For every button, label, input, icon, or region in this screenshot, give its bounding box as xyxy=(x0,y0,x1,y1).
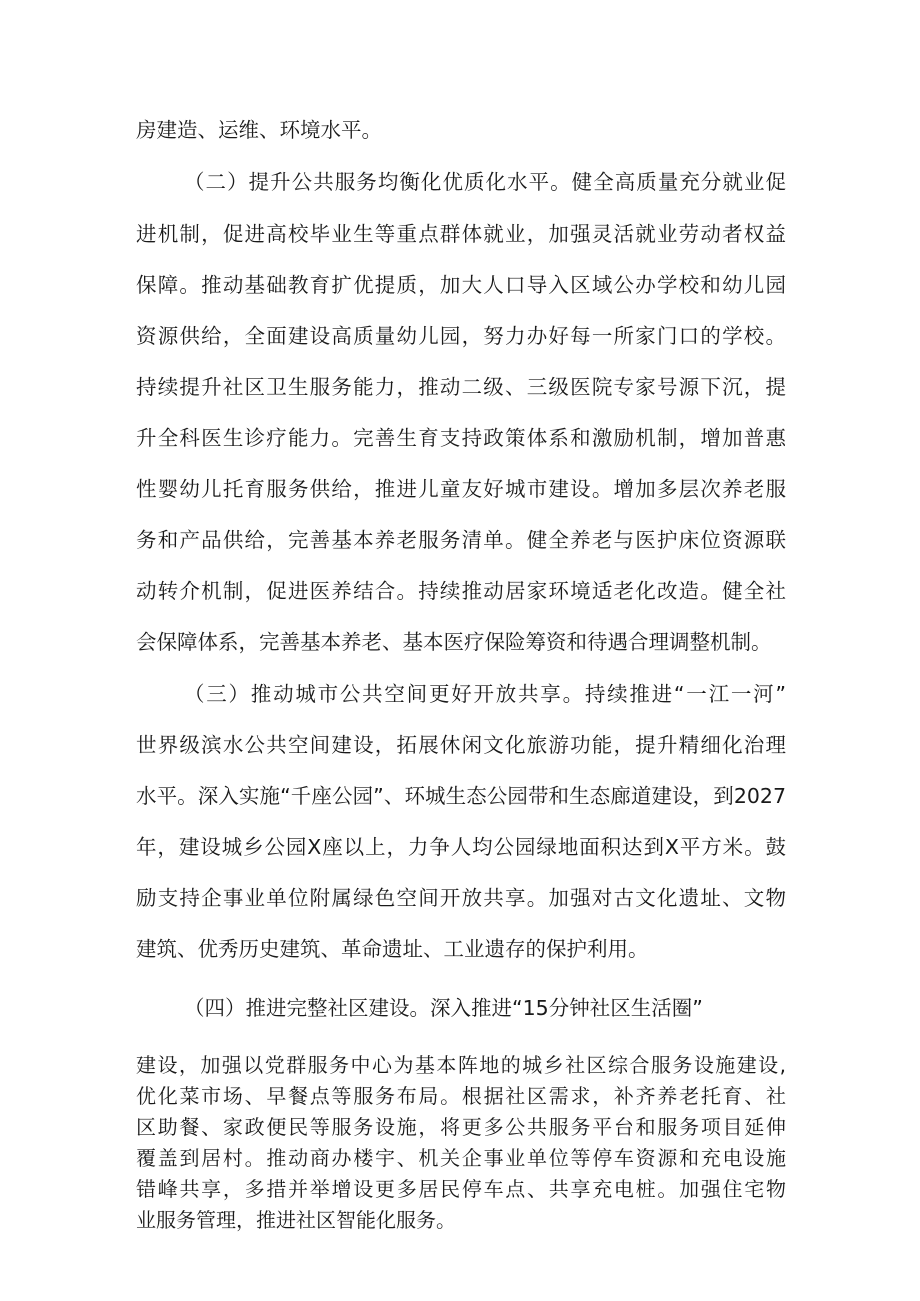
text-line: 会保障体系，完善基本养老、基本医疗保险筹资和待遇合理调整机制。 xyxy=(136,630,772,654)
text-line: 世界级滨水公共空间建设，拓展休闲文化旅游功能，提升精细化治理 xyxy=(136,733,786,757)
text-line: 动转介机制，促进医养结合。持续推动居家环境适老化改造。健全社 xyxy=(136,579,786,603)
section-heading-line: （四）推进完整社区建设。深入推进“15分钟社区生活圈” xyxy=(184,996,703,1020)
text-line: 务和产品供给，完善基本养老服务清单。健全养老与医护床位资源联 xyxy=(136,528,786,552)
text-line: 建设，加强以党群服务中心为基本阵地的城乡社区综合服务设施建设, xyxy=(136,1053,786,1077)
text-line: 区助餐、家政便民等服务设施，将更多公共服务平台和服务项目延伸 xyxy=(136,1115,786,1139)
text-line: 保障。推动基础教育扩优提质，加大人口导入区域公办学校和幼儿园 xyxy=(136,273,786,297)
text-line: 覆盖到居村。推动商办楼宇、机关企事业单位等停车资源和充电设施 xyxy=(136,1146,786,1170)
text-line: 进机制，促进高校毕业生等重点群体就业，加强灵活就业劳动者权益 xyxy=(136,222,786,246)
text-line: 水平。深入实施“千座公园”、环城生态公园带和生态廊道建设，到2027 xyxy=(136,784,786,808)
text-line: 年，建设城乡公园X座以上，力争人均公园绿地面积达到X平方米。鼓 xyxy=(136,835,786,859)
text-line: 业服务管理，推进社区智能化服务。 xyxy=(136,1208,456,1232)
section-heading-line: （二）提升公共服务均衡化优质化水平。健全高质量充分就业促 xyxy=(184,170,786,194)
text-line: 优化菜市场、早餐点等服务布局。根据社区需求，补齐养老托育、社 xyxy=(136,1084,786,1108)
text-line: 建筑、优秀历史建筑、革命遗址、工业遗存的保护利用。 xyxy=(136,937,649,961)
text-line: 性婴幼儿托育服务供给，推进儿童友好城市建设。增加多层次养老服 xyxy=(136,477,786,501)
text-line: 房建造、运维、环境水平。 xyxy=(136,118,382,142)
text-line: 错峰共享，多措并举增设更多居民停车点、共享充电桩。加强住宅物 xyxy=(136,1177,786,1201)
text-line: 升全科医生诊疗能力。完善生育支持政策体系和激励机制，增加普惠 xyxy=(136,426,786,450)
text-line: 持续提升社区卫生服务能力，推动二级、三级医院专家号源下沉，提 xyxy=(136,375,786,399)
text-line: 资源供给，全面建设高质量幼儿园，努力办好每一所家门口的学校。 xyxy=(136,324,786,348)
text-line: 励支持企事业单位附属绿色空间开放共享。加强对古文化遗址、文物 xyxy=(136,886,786,910)
section-heading-line: （三）推动城市公共空间更好开放共享。持续推进“一江一河” xyxy=(184,682,786,706)
